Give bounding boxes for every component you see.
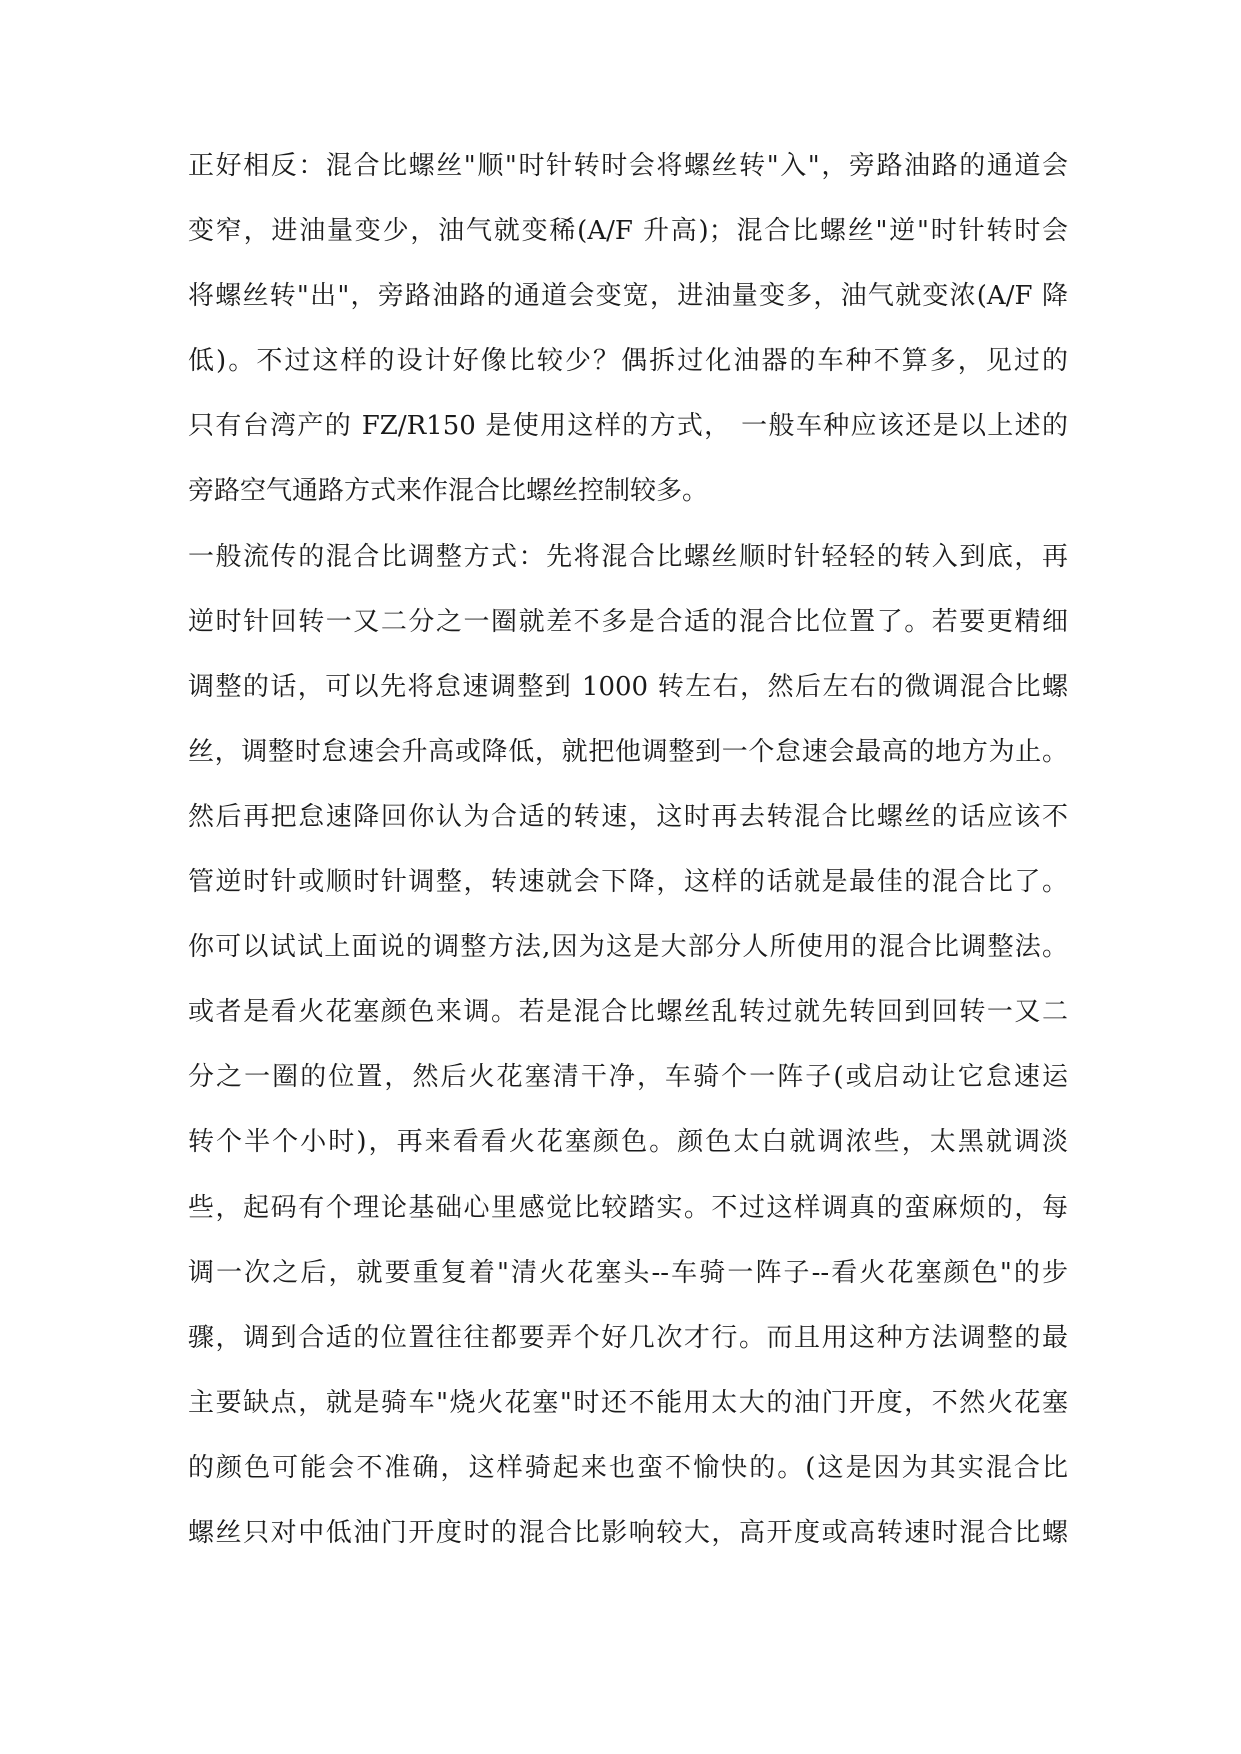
text-line: 调一次之后，就要重复着"清火花塞头--车骑一阵子--看火花塞颜色"的步: [188, 1257, 1068, 1288]
text-line: 然后再把怠速降回你认为合适的转速，这时再去转混合比螺丝的话应该不: [188, 801, 1068, 832]
text-line: 变窄，进油量变少，油气就变稀(A/F 升高)；混合比螺丝"逆"时针转时会: [188, 216, 1068, 247]
text-line: 你可以试试上面说的调整方法,因为这是大部分人所使用的混合比调整法。: [188, 932, 1068, 963]
text-line: 骤，调到合适的位置往往都要弄个好几次才行。而且用这种方法调整的最: [188, 1322, 1068, 1353]
text-line: 管逆时针或顺时针调整，转速就会下降，这样的话就是最佳的混合比了。: [188, 867, 1068, 898]
text-line: 些，起码有个理论基础心里感觉比较踏实。不过这样调真的蛮麻烦的，每: [188, 1192, 1068, 1223]
text-line: 或者是看火花塞颜色来调。若是混合比螺丝乱转过就先转回到回转一又二: [188, 997, 1068, 1028]
text-line: 只有台湾产的 FZ/R150 是使用这样的方式， 一般车种应该还是以上述的: [188, 411, 1068, 442]
text-line: 旁路空气通路方式来作混合比螺丝控制较多。: [188, 476, 709, 507]
text-line: 螺丝只对中低油门开度时的混合比影响较大，高开度或高转速时混合比螺: [188, 1517, 1068, 1548]
text-line: 分之一圈的位置，然后火花塞清干净，车骑个一阵子(或启动让它怠速运: [188, 1062, 1068, 1093]
text-line: 调整的话，可以先将怠速调整到 1000 转左右，然后左右的微调混合比螺: [188, 671, 1068, 702]
text-line: 正好相反：混合比螺丝"顺"时针转时会将螺丝转"入"，旁路油路的通道会: [188, 151, 1068, 181]
text-line: 逆时针回转一又二分之一圈就差不多是合适的混合比位置了。若要更精细: [188, 606, 1068, 637]
text-line: 丝，调整时怠速会升高或降低，就把他调整到一个怠速会最高的地方为止。: [188, 736, 1068, 767]
text-line: 将螺丝转"出"，旁路油路的通道会变宽，进油量变多，油气就变浓(A/F 降: [188, 281, 1068, 312]
text-line: 转个半个小时)，再来看看火花塞颜色。颜色太白就调浓些，太黑就调淡: [188, 1127, 1068, 1158]
text-line: 的颜色可能会不准确，这样骑起来也蛮不愉快的。(这是因为其实混合比: [188, 1452, 1068, 1483]
body-text: [188, 134, 1068, 1566]
text-line: 一般流传的混合比调整方式：先将混合比螺丝顺时针轻轻的转入到底，再: [188, 541, 1068, 572]
text-line: 主要缺点，就是骑车"烧火花塞"时还不能用太大的油门开度，不然火花塞: [188, 1387, 1068, 1418]
text-line: 低)。不过这样的设计好像比较少？偶拆过化油器的车种不算多，见过的: [188, 346, 1068, 377]
